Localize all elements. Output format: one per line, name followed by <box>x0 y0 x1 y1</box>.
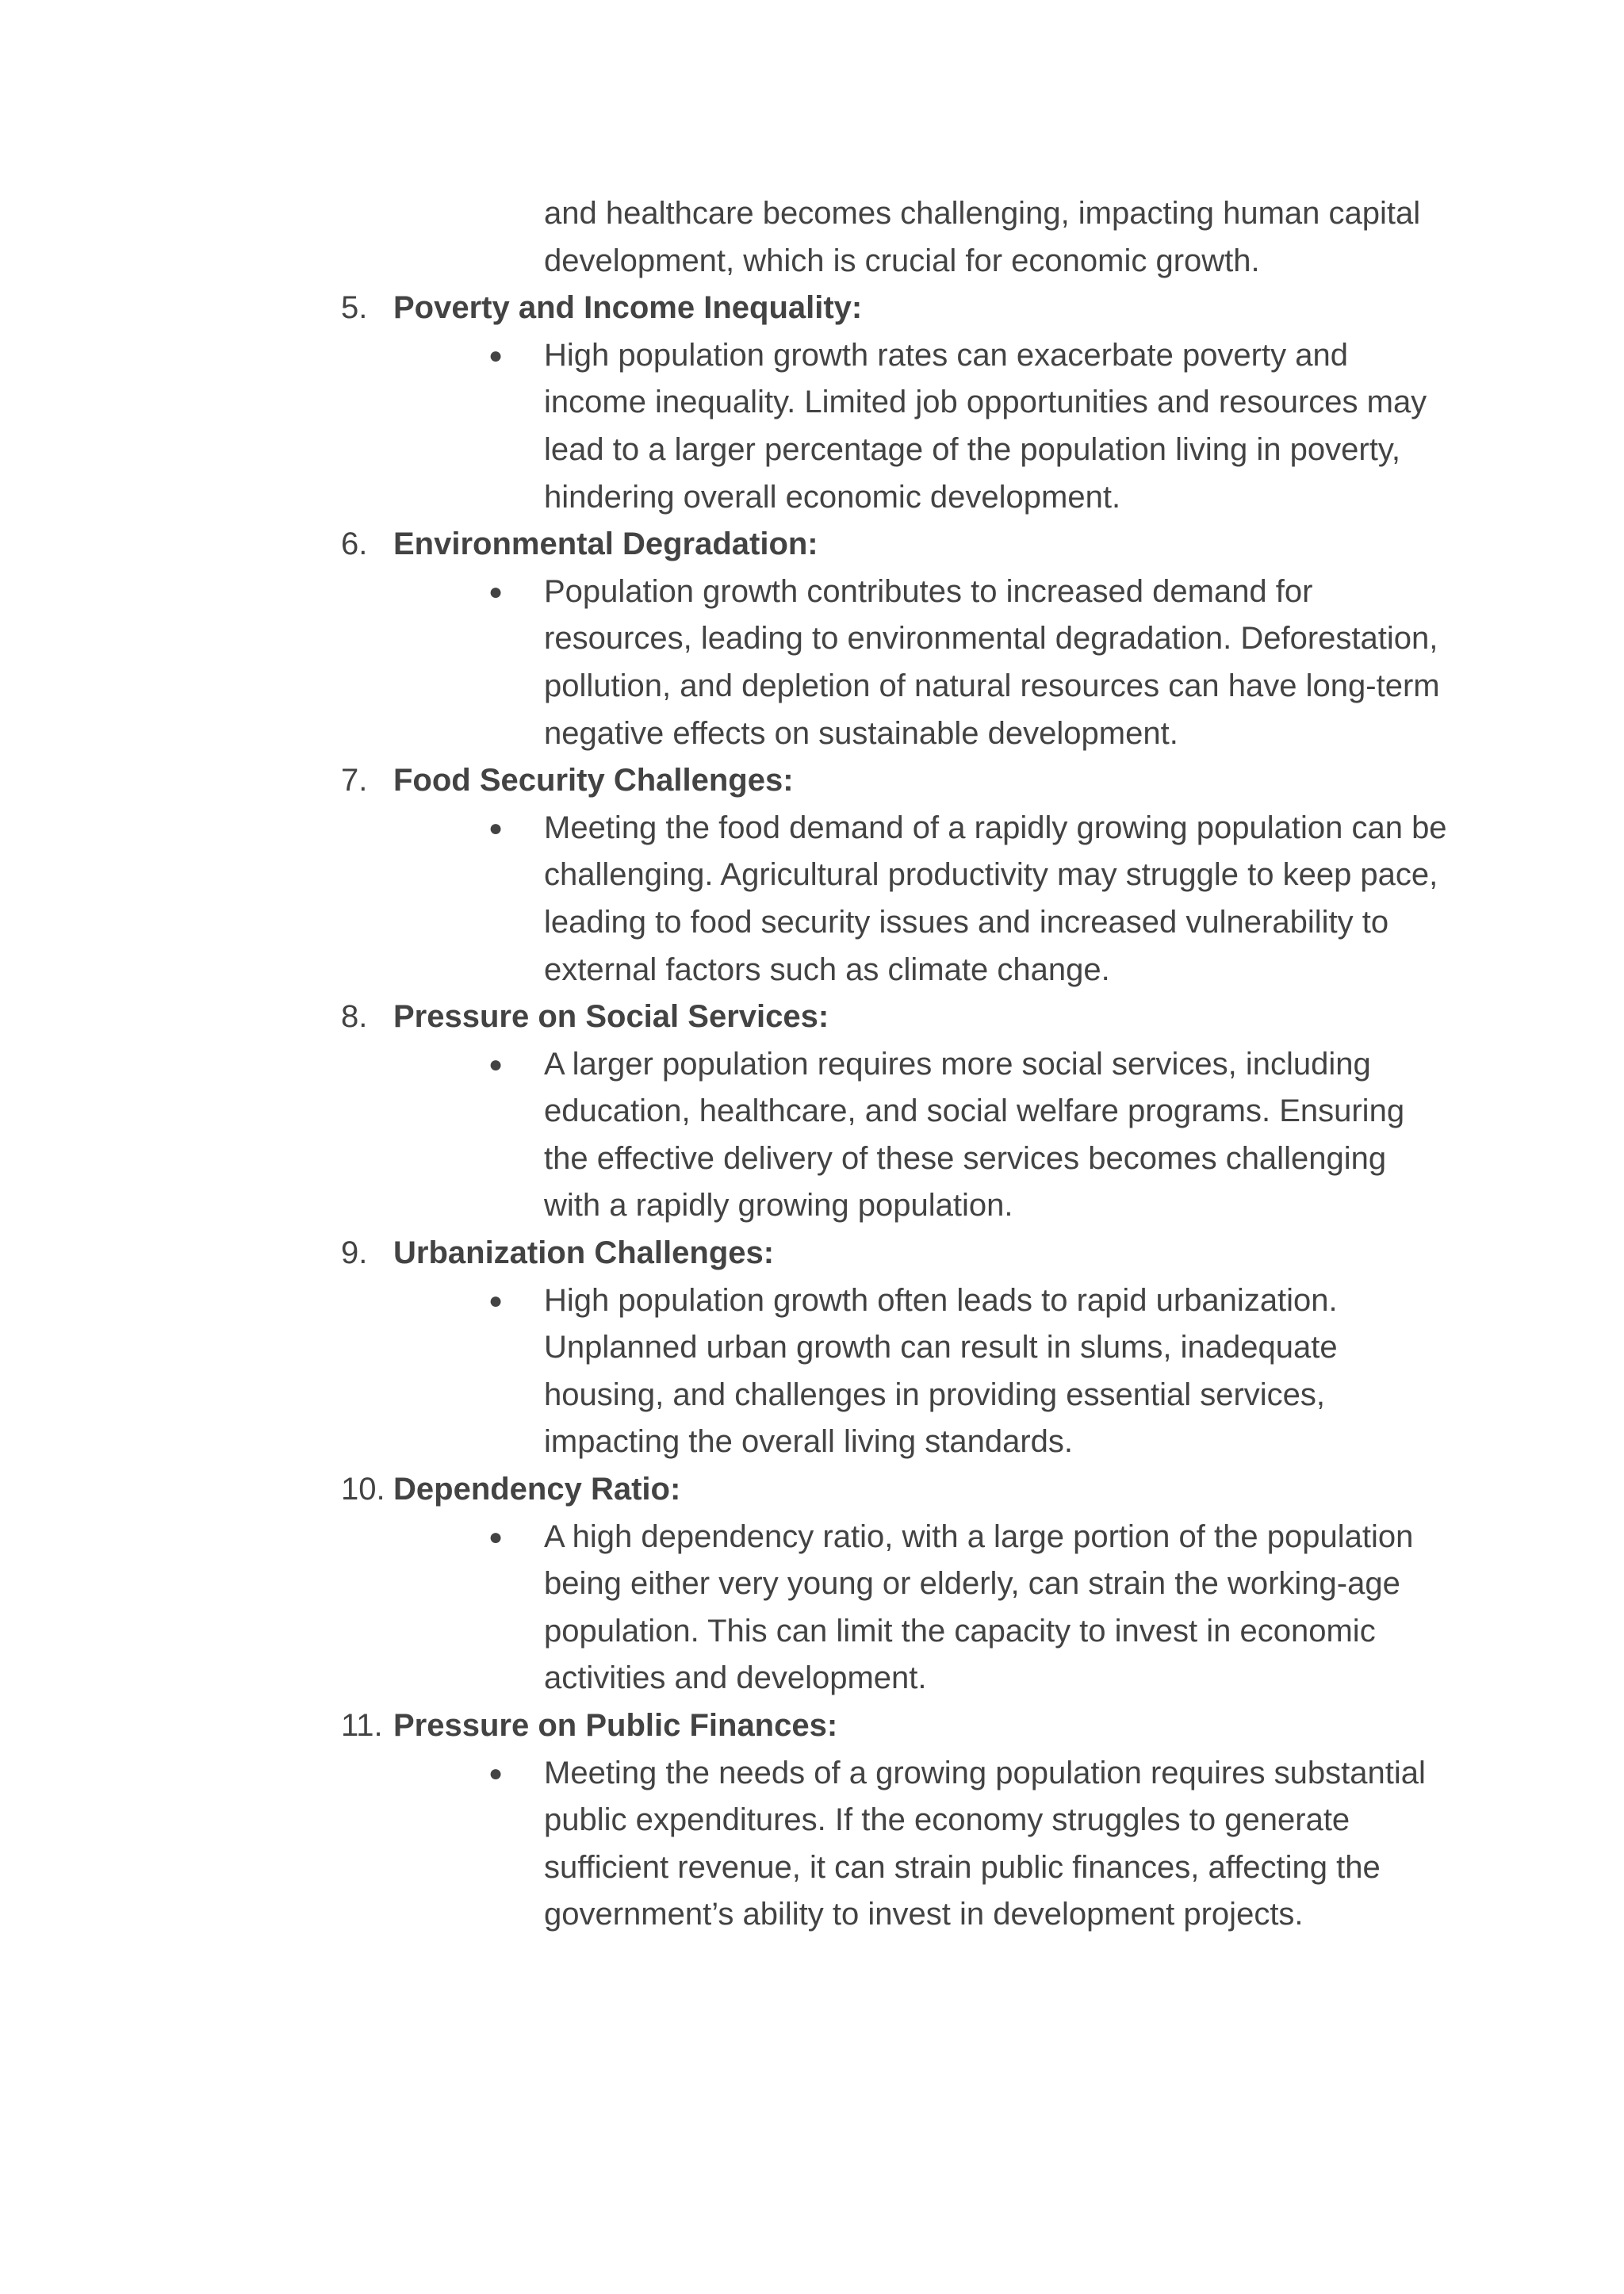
list-item-title: Dependency Ratio: <box>393 1472 681 1507</box>
bullet-icon: ● <box>488 578 504 605</box>
list-item-title: Pressure on Public Finances: <box>393 1708 838 1743</box>
list-item-title: Poverty and Income Inequality: <box>393 290 863 326</box>
list-item <box>341 1466 1451 1702</box>
list-item-text: Meeting the needs of a growing population requires substantial public expenditures. If the economy struggles to generate sufficient revenue, it can strain public finances, affecting the government’s ability to invest in development projects. <box>544 1755 1426 1932</box>
list-item-title: Urbanization Challenges: <box>393 1235 775 1271</box>
list-item <box>341 1230 1451 1466</box>
list-item-text: High population growth often leads to rapid urbanization. Unplanned urban growth can result in slums, inadequate housing, and challenges in providing essential services, impacting the overall living standards. <box>544 1282 1338 1460</box>
list-item <box>341 994 1451 1230</box>
continuation-paragraph: and healthcare becomes challenging, impacting human capital development, which is crucial for economic growth. <box>544 196 1421 278</box>
bullet-icon: ● <box>488 814 504 841</box>
bullet-icon: ● <box>488 342 504 369</box>
list-item-title: Food Security Challenges: <box>393 763 794 798</box>
list-number: 8. <box>341 999 368 1035</box>
bullet-icon: ● <box>488 1523 504 1550</box>
bullet-icon: ● <box>488 1051 504 1078</box>
bullet-icon: ● <box>488 1760 504 1787</box>
list-item-title: Environmental Degradation: <box>393 527 818 562</box>
list-item <box>341 1702 1451 1939</box>
list-number: 9. <box>341 1235 368 1271</box>
list-item-text: High population growth rates can exacerbate poverty and income inequality. Limited job opportunities and resources may lead to a larger percentage of the population living in poverty, hindering overall economic development. <box>544 337 1427 515</box>
document-content <box>341 190 1451 1939</box>
list-number: 5. <box>341 290 368 326</box>
list-item-text: Population growth contributes to increased demand for resources, leading to environmental degradation. Deforestation, pollution, and depletion of natural resources can have long-term negative effects on sustainable development. <box>544 573 1440 751</box>
list-item <box>341 757 1451 994</box>
list-item-text: Meeting the food demand of a rapidly growing population can be challenging. Agricultural productivity may struggle to keep pace, leading to food security issues and increased vulnerability to external factors such as climate change. <box>544 810 1447 987</box>
list-number: 6. <box>341 527 368 562</box>
bullet-icon: ● <box>488 1287 504 1314</box>
list-number: 7. <box>341 763 368 798</box>
list-number: 10. <box>341 1472 385 1507</box>
list-item <box>341 285 1451 521</box>
list-item <box>341 521 1451 757</box>
list-item-text: A high dependency ratio, with a large portion of the population being either very young or elderly, can strain the working-age population. This can limit the capacity to invest in economic activities and development. <box>544 1518 1414 1696</box>
list-number: 11. <box>341 1708 383 1743</box>
list-item-text: A larger population requires more social services, including education, healthcare, and social welfare programs. Ensuring the effective delivery of these services becomes challenging with a rapidly growing population. <box>544 1046 1405 1224</box>
list-item-title: Pressure on Social Services: <box>393 999 829 1035</box>
